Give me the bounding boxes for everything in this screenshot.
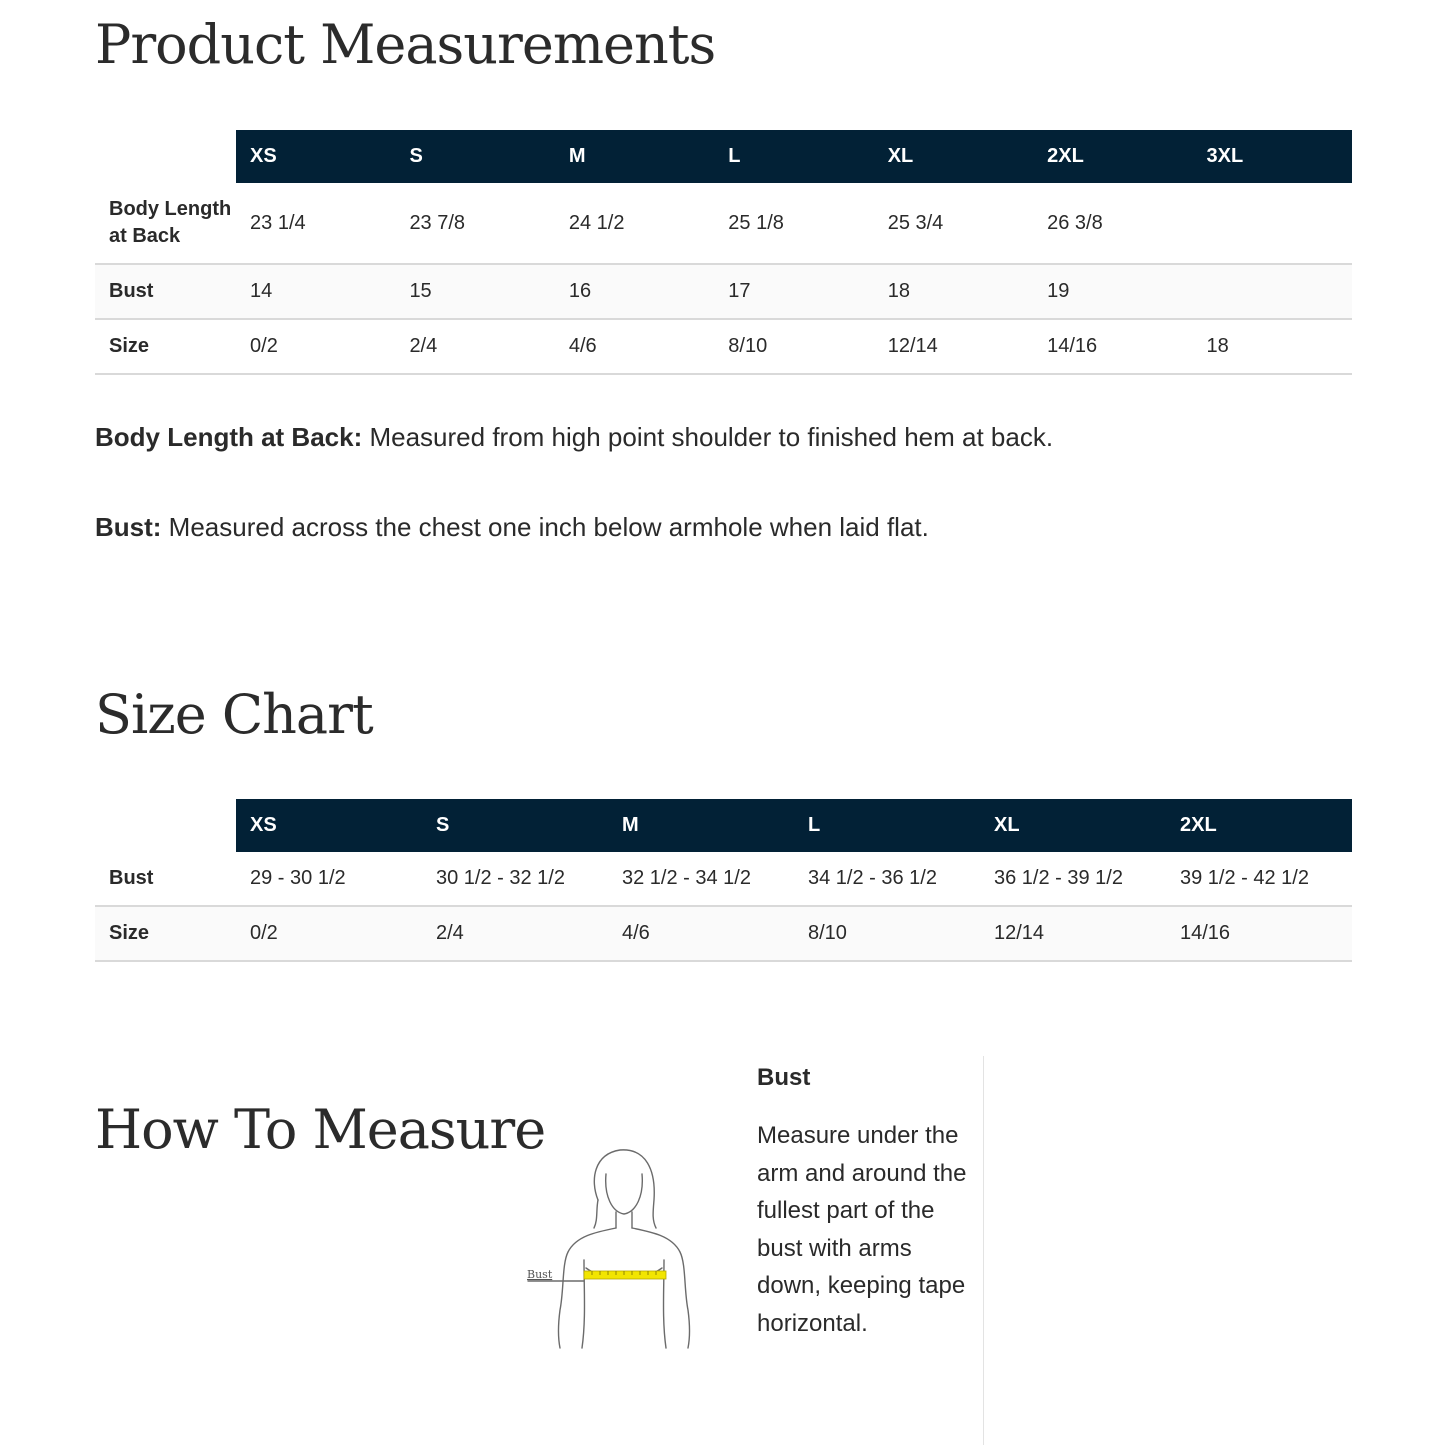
- table-cell: 14: [236, 264, 395, 319]
- body-length-note: [95, 422, 1053, 453]
- product-measurements-title: Product Measurements: [95, 13, 716, 76]
- size-header-s: S: [395, 130, 554, 183]
- size-header-l: L: [794, 799, 980, 852]
- table-cell: 24 1/2: [555, 183, 714, 264]
- size-header-m: M: [608, 799, 794, 852]
- table-row-size: [95, 906, 1352, 961]
- figure-bust-label: Bust: [527, 1268, 553, 1281]
- table-cell: 14/16: [1033, 319, 1192, 374]
- face-outline: [606, 1174, 643, 1214]
- table-cell: 32 1/2 - 34 1/2: [608, 852, 794, 906]
- table-cell: 12/14: [980, 906, 1166, 961]
- bust-guide-text: Measure under the arm and around the fullest part of the bust with arms down, keeping tape horizontal.: [757, 1122, 967, 1337]
- size-header-3xl: 3XL: [1193, 130, 1352, 183]
- table-row-size: [95, 319, 1352, 374]
- bust-guide-title: Bust: [757, 1064, 811, 1091]
- table-cell: 4/6: [608, 906, 794, 961]
- size-chart-title: Size Chart: [95, 683, 373, 746]
- product-measurements-table: [95, 130, 1352, 375]
- size-header-xs: XS: [236, 130, 395, 183]
- row-label: Body Length at Back: [95, 183, 236, 264]
- bust-measure-illustration: [520, 1140, 730, 1355]
- table-cell: 29 - 30 1/2: [236, 852, 422, 906]
- table-cell: 8/10: [794, 906, 980, 961]
- how-to-measure-title: How To Measure: [95, 1098, 546, 1161]
- size-header-2xl: 2XL: [1166, 799, 1352, 852]
- table-cell: 34 1/2 - 36 1/2: [794, 852, 980, 906]
- note-term: Body Length at Back:: [95, 422, 363, 452]
- note-text: Measured across the chest one inch below armhole when laid flat.: [161, 512, 929, 542]
- size-header-m: M: [555, 130, 714, 183]
- table-header-blank: [95, 130, 236, 183]
- vertical-divider: [983, 1056, 984, 1445]
- table-cell: 4/6: [555, 319, 714, 374]
- right-shoulder-arm: [632, 1228, 690, 1348]
- row-label: Bust: [95, 264, 236, 319]
- row-label: Size: [95, 906, 236, 961]
- table-cell: 12/14: [874, 319, 1033, 374]
- table-row-bust: [95, 264, 1352, 319]
- table-cell: 19: [1033, 264, 1192, 319]
- table-cell: 18: [1193, 319, 1352, 374]
- table-cell: 17: [714, 264, 873, 319]
- table-header-blank: [95, 799, 236, 852]
- table-cell: 26 3/8: [1033, 183, 1192, 264]
- table-header-row: [95, 130, 1352, 183]
- table-cell: 18: [874, 264, 1033, 319]
- row-label: Size: [95, 319, 236, 374]
- table-cell: [1193, 264, 1352, 319]
- size-chart-table: [95, 799, 1352, 962]
- table-cell: 15: [395, 264, 554, 319]
- table-cell: 14/16: [1166, 906, 1352, 961]
- table-cell: 30 1/2 - 32 1/2: [422, 852, 608, 906]
- size-header-s: S: [422, 799, 608, 852]
- table-cell: 0/2: [236, 906, 422, 961]
- hair-outline: [594, 1150, 656, 1228]
- note-term: Bust:: [95, 512, 162, 542]
- left-shoulder-arm: [559, 1228, 617, 1348]
- size-header-l: L: [714, 130, 873, 183]
- table-row-body-length: [95, 183, 1352, 264]
- measuring-tape: [584, 1271, 666, 1279]
- note-text: Measured from high point shoulder to finished hem at back.: [362, 422, 1054, 452]
- table-cell: 16: [555, 264, 714, 319]
- size-header-xl: XL: [874, 130, 1033, 183]
- table-row-bust: [95, 852, 1352, 906]
- size-header-xs: XS: [236, 799, 422, 852]
- bust-note: [95, 512, 929, 543]
- table-header-row: [95, 799, 1352, 852]
- table-cell: 23 7/8: [395, 183, 554, 264]
- table-cell: 2/4: [395, 319, 554, 374]
- table-cell: 23 1/4: [236, 183, 395, 264]
- row-label: Bust: [95, 852, 236, 906]
- table-cell: 39 1/2 - 42 1/2: [1166, 852, 1352, 906]
- table-cell: [1193, 183, 1352, 264]
- table-cell: 2/4: [422, 906, 608, 961]
- table-cell: 25 3/4: [874, 183, 1033, 264]
- table-cell: 8/10: [714, 319, 873, 374]
- table-cell: 25 1/8: [714, 183, 873, 264]
- table-cell: 0/2: [236, 319, 395, 374]
- hair-left: [594, 1200, 598, 1228]
- size-header-xl: XL: [980, 799, 1166, 852]
- table-cell: 36 1/2 - 39 1/2: [980, 852, 1166, 906]
- size-header-2xl: 2XL: [1033, 130, 1192, 183]
